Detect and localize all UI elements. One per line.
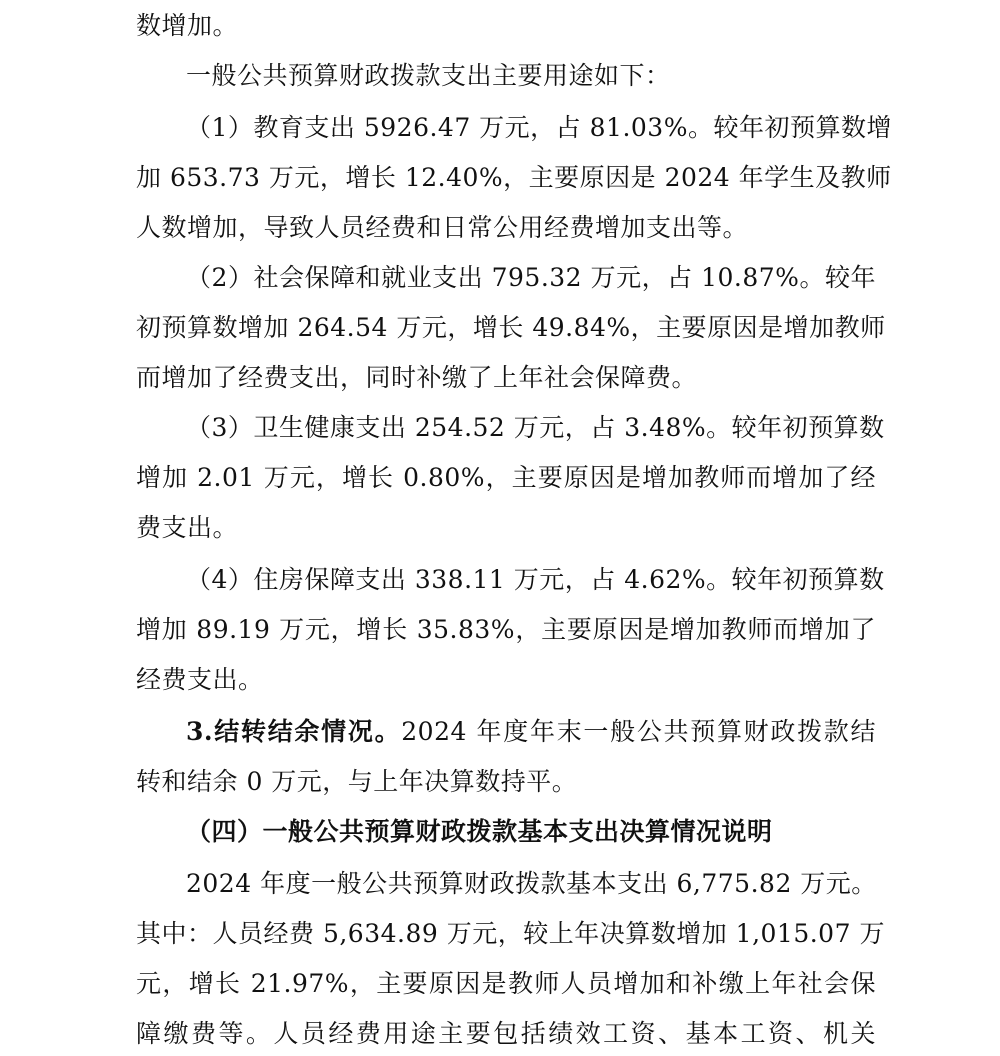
text-line: 其中：人员经费 5,634.89 万元，较上年决算数增加 1,015.07 万 <box>136 919 885 948</box>
text-line: 2024 年度一般公共预算财政拨款基本支出 6,775.82 万元。 <box>186 869 877 898</box>
text-line: 一般公共预算财政拨款支出主要用途如下： <box>186 61 671 90</box>
text-line: （3）卫生健康支出 254.52 万元，占 3.48%。较年初预算数 <box>186 413 885 442</box>
text-line: 障缴费等。人员经费用途主要包括绩效工资、基本工资、机关 <box>136 1019 876 1048</box>
text-line: （4）住房保障支出 338.11 万元，占 4.62%。较年初预算数 <box>186 565 885 594</box>
text-line: （2）社会保障和就业支出 795.32 万元，占 10.87%。较年 <box>186 263 876 292</box>
text-line: 转和结余 0 万元，与上年决算数持平。 <box>136 767 578 796</box>
text-line: 而增加了经费支出，同时补缴了上年社会保障费。 <box>136 363 698 392</box>
text-line: 数增加。 <box>136 11 239 40</box>
text-line: 经费支出。 <box>136 665 264 694</box>
text-line: 增加 2.01 万元，增长 0.80%，主要原因是增加教师而增加了经 <box>136 463 876 492</box>
text-line: （1）教育支出 5926.47 万元，占 81.03%。较年初预算数增 <box>186 113 892 142</box>
text-line: 初预算数增加 264.54 万元，增长 49.84%，主要原因是增加教师 <box>136 313 886 342</box>
text-line: 增加 89.19 万元，增长 35.83%，主要原因是增加教师而增加了 <box>136 615 876 644</box>
text-line: 3.结转结余情况。2024 年度年末一般公共预算财政拨款结 <box>186 717 876 746</box>
text-line: 人数增加，导致人员经费和日常公用经费增加支出等。 <box>136 213 749 242</box>
bold-lead: 3.结转结余情况。 <box>186 717 402 746</box>
text-line: 元，增长 21.97%，主要原因是教师人员增加和补缴上年社会保 <box>136 969 876 998</box>
text-line: 费支出。 <box>136 513 239 542</box>
section-heading: （四）一般公共预算财政拨款基本支出决算情况说明 <box>186 817 773 846</box>
text-line: 加 653.73 万元，增长 12.40%，主要原因是 2024 年学生及教师 <box>136 163 892 192</box>
